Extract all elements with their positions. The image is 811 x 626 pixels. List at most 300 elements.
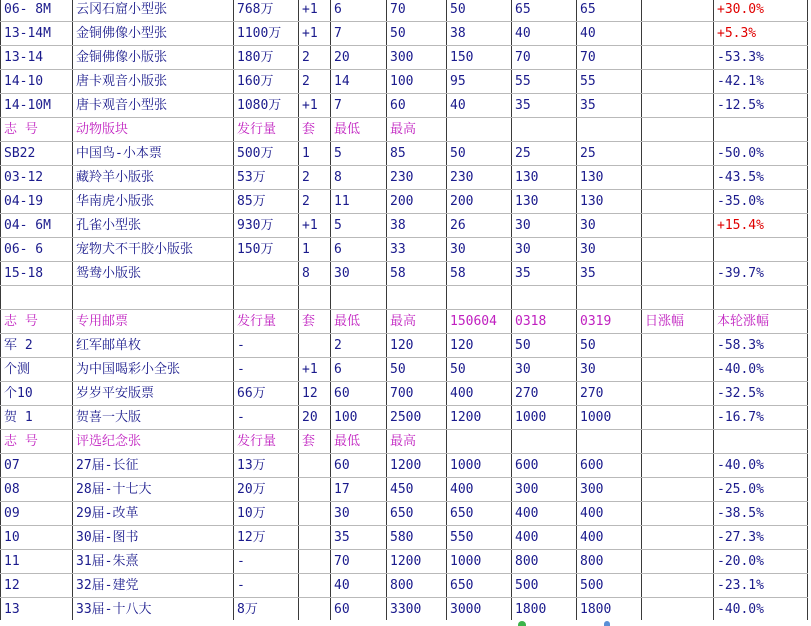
cell-price-b[interactable] (512, 286, 577, 310)
table-row (1, 598, 808, 622)
cell-price-c[interactable]: 270 (577, 382, 642, 406)
cell-price-c[interactable]: 400 (577, 526, 642, 550)
cell-code[interactable]: 14-10 (1, 70, 73, 94)
cell-high[interactable]: 230 (387, 166, 447, 190)
cell-round-change[interactable]: -40.0% (714, 454, 808, 478)
cell-price-b[interactable]: 600 (512, 454, 577, 478)
cell-name[interactable]: 岁岁平安版票 (73, 382, 234, 406)
header-cell-price-c[interactable]: 0319 (577, 310, 642, 334)
cell-price-a[interactable]: 1200 (447, 406, 512, 430)
cell-code[interactable]: 09 (1, 502, 73, 526)
cell-round-change[interactable]: -20.0% (714, 550, 808, 574)
cell-issue-qty[interactable] (234, 262, 299, 286)
cell-round-change[interactable]: -40.0% (714, 358, 808, 382)
cell-code[interactable]: 13 (1, 598, 73, 622)
cell-high[interactable]: 200 (387, 190, 447, 214)
cell-high[interactable]: 58 (387, 262, 447, 286)
cell-daily-change[interactable] (642, 22, 714, 46)
cell-issue-qty[interactable]: 768万 (234, 0, 299, 22)
cell-set[interactable]: 8 (299, 262, 331, 286)
cell-high[interactable]: 70 (387, 0, 447, 22)
cell-name[interactable]: 金铜佛像小版张 (73, 46, 234, 70)
cell-round-change[interactable]: -40.0% (714, 598, 808, 622)
cell-price-a[interactable]: 120 (447, 334, 512, 358)
cell-issue-qty[interactable]: 12万 (234, 526, 299, 550)
header-cell-price-b[interactable] (512, 118, 577, 142)
header-cell-set[interactable]: 套 (299, 310, 331, 334)
header-cell-code[interactable]: 志 号 (1, 310, 73, 334)
cell-daily-change[interactable] (642, 166, 714, 190)
cell-round-change[interactable]: -50.0% (714, 142, 808, 166)
cell-low[interactable]: 7 (331, 94, 387, 118)
cell-name[interactable]: 29届-改革 (73, 502, 234, 526)
cell-daily-change[interactable] (642, 478, 714, 502)
cell-name[interactable]: 云冈石窟小型张 (73, 0, 234, 22)
header-cell-high[interactable]: 最高 (387, 118, 447, 142)
header-cell-issue-qty[interactable]: 发行量 (234, 118, 299, 142)
cell-issue-qty[interactable]: - (234, 550, 299, 574)
cell-high[interactable] (387, 286, 447, 310)
cell-low[interactable]: 5 (331, 142, 387, 166)
cell-round-change[interactable]: -35.0% (714, 190, 808, 214)
cell-set[interactable]: +1 (299, 22, 331, 46)
cell-set[interactable] (299, 574, 331, 598)
table-row (1, 22, 808, 46)
cell-round-change[interactable]: -39.7% (714, 262, 808, 286)
cell-name[interactable]: 金铜佛像小型张 (73, 22, 234, 46)
cell-high[interactable]: 60 (387, 94, 447, 118)
cell-high[interactable]: 38 (387, 214, 447, 238)
table-row (1, 478, 808, 502)
table-row (1, 214, 808, 238)
cell-set[interactable] (299, 550, 331, 574)
cell-daily-change[interactable] (642, 46, 714, 70)
cell-high[interactable]: 450 (387, 478, 447, 502)
cell-issue-qty[interactable]: 1100万 (234, 22, 299, 46)
cell-code[interactable]: 13-14M (1, 22, 73, 46)
cell-high[interactable]: 580 (387, 526, 447, 550)
cell-price-b[interactable]: 130 (512, 190, 577, 214)
cell-set[interactable] (299, 478, 331, 502)
cell-issue-qty[interactable]: 85万 (234, 190, 299, 214)
cell-daily-change[interactable] (642, 334, 714, 358)
cell-issue-qty[interactable]: 20万 (234, 478, 299, 502)
cell-code[interactable]: SB22 (1, 142, 73, 166)
cell-code[interactable]: 04-19 (1, 190, 73, 214)
cell-price-a[interactable]: 58 (447, 262, 512, 286)
cell-round-change[interactable]: -58.3% (714, 334, 808, 358)
cell-low[interactable]: 7 (331, 22, 387, 46)
cell-price-c[interactable]: 40 (577, 22, 642, 46)
cell-price-b[interactable]: 300 (512, 478, 577, 502)
cell-issue-qty[interactable]: 160万 (234, 70, 299, 94)
cell-high[interactable]: 1200 (387, 550, 447, 574)
header-cell-round-change[interactable]: 本轮涨幅 (714, 310, 808, 334)
cell-price-a[interactable]: 95 (447, 70, 512, 94)
header-cell-price-c[interactable] (577, 118, 642, 142)
cell-price-b[interactable]: 30 (512, 238, 577, 262)
header-cell-price-a[interactable]: 150604 (447, 310, 512, 334)
table-row (1, 142, 808, 166)
cell-daily-change[interactable] (642, 526, 714, 550)
cell-set[interactable]: 20 (299, 406, 331, 430)
cell-high[interactable]: 120 (387, 334, 447, 358)
cell-low[interactable]: 6 (331, 358, 387, 382)
cell-price-c[interactable]: 1800 (577, 598, 642, 622)
cell-price-c[interactable]: 800 (577, 550, 642, 574)
cell-round-change[interactable]: -42.1% (714, 70, 808, 94)
cell-round-change[interactable]: -27.3% (714, 526, 808, 550)
cell-high[interactable]: 100 (387, 70, 447, 94)
cell-price-c[interactable]: 30 (577, 358, 642, 382)
cell-name[interactable]: 30届-图书 (73, 526, 234, 550)
table-row (1, 454, 808, 478)
cell-price-a[interactable]: 3000 (447, 598, 512, 622)
cell-set[interactable]: 12 (299, 382, 331, 406)
cell-high[interactable]: 650 (387, 502, 447, 526)
cell-daily-change[interactable] (642, 262, 714, 286)
header-cell-price-a[interactable] (447, 430, 512, 454)
cell-issue-qty[interactable]: 13万 (234, 454, 299, 478)
header-cell-round-change[interactable] (714, 118, 808, 142)
cell-price-a[interactable]: 1000 (447, 550, 512, 574)
cell-daily-change[interactable] (642, 0, 714, 22)
cell-daily-change[interactable] (642, 550, 714, 574)
cell-price-a[interactable]: 650 (447, 502, 512, 526)
cell-price-c[interactable]: 35 (577, 94, 642, 118)
cell-high[interactable]: 3300 (387, 598, 447, 622)
cell-daily-change[interactable] (642, 286, 714, 310)
cell-round-change[interactable]: -32.5% (714, 382, 808, 406)
cell-low[interactable]: 70 (331, 550, 387, 574)
cell-issue-qty[interactable]: 150万 (234, 238, 299, 262)
cell-low[interactable]: 30 (331, 262, 387, 286)
cell-high[interactable]: 300 (387, 46, 447, 70)
cell-price-b[interactable]: 30 (512, 358, 577, 382)
cell-name[interactable]: 为中国喝彩小全张 (73, 358, 234, 382)
cell-set[interactable]: +1 (299, 358, 331, 382)
cell-name[interactable]: 28届-十七大 (73, 478, 234, 502)
cell-issue-qty[interactable]: - (234, 574, 299, 598)
header-cell-name[interactable]: 专用邮票 (73, 310, 234, 334)
cell-set[interactable]: +1 (299, 94, 331, 118)
cell-daily-change[interactable] (642, 238, 714, 262)
cell-code[interactable]: 12 (1, 574, 73, 598)
cell-high[interactable]: 2500 (387, 406, 447, 430)
cell-set[interactable]: +1 (299, 0, 331, 22)
cell-set[interactable] (299, 598, 331, 622)
cell-issue-qty[interactable]: - (234, 334, 299, 358)
table-row (1, 70, 808, 94)
cell-price-a[interactable] (447, 286, 512, 310)
header-cell-daily-change[interactable] (642, 430, 714, 454)
cell-daily-change[interactable] (642, 574, 714, 598)
cell-code[interactable]: 06- 8M (1, 0, 73, 22)
cell-round-change[interactable]: +15.4% (714, 214, 808, 238)
cell-low[interactable]: 100 (331, 406, 387, 430)
cell-name[interactable]: 唐卡观音小版张 (73, 70, 234, 94)
cell-price-b[interactable]: 25 (512, 142, 577, 166)
cell-low[interactable]: 60 (331, 454, 387, 478)
cell-price-c[interactable]: 500 (577, 574, 642, 598)
cell-name[interactable]: 唐卡观音小型张 (73, 94, 234, 118)
header-cell-price-b[interactable] (512, 430, 577, 454)
cell-issue-qty[interactable]: 930万 (234, 214, 299, 238)
cell-issue-qty[interactable]: 500万 (234, 142, 299, 166)
cell-price-a[interactable]: 50 (447, 358, 512, 382)
cell-low[interactable]: 40 (331, 574, 387, 598)
cell-issue-qty[interactable]: 53万 (234, 166, 299, 190)
cell-round-change[interactable] (714, 286, 808, 310)
cell-price-c[interactable]: 130 (577, 190, 642, 214)
cell-issue-qty[interactable]: 66万 (234, 382, 299, 406)
cell-daily-change[interactable] (642, 70, 714, 94)
cell-low[interactable]: 60 (331, 598, 387, 622)
cell-code[interactable]: 13-14 (1, 46, 73, 70)
cell-price-a[interactable]: 1000 (447, 454, 512, 478)
cell-low[interactable]: 30 (331, 502, 387, 526)
cell-round-change[interactable]: +30.0% (714, 0, 808, 22)
cell-set[interactable]: 2 (299, 46, 331, 70)
cell-round-change[interactable]: +5.3% (714, 22, 808, 46)
cell-price-a[interactable]: 50 (447, 142, 512, 166)
cell-daily-change[interactable] (642, 214, 714, 238)
cell-high[interactable]: 33 (387, 238, 447, 262)
header-cell-high[interactable]: 最高 (387, 310, 447, 334)
cell-price-a[interactable]: 400 (447, 478, 512, 502)
cell-set[interactable]: 1 (299, 142, 331, 166)
cell-low[interactable]: 6 (331, 0, 387, 22)
cell-price-b[interactable]: 400 (512, 502, 577, 526)
table-row (1, 358, 808, 382)
cell-code[interactable]: 军 2 (1, 334, 73, 358)
cell-issue-qty[interactable]: 8万 (234, 598, 299, 622)
header-cell-price-a[interactable] (447, 118, 512, 142)
cell-daily-change[interactable] (642, 94, 714, 118)
cell-price-c[interactable]: 25 (577, 142, 642, 166)
header-cell-daily-change[interactable] (642, 118, 714, 142)
cell-round-change[interactable]: -25.0% (714, 478, 808, 502)
cell-price-b[interactable]: 55 (512, 70, 577, 94)
cell-price-a[interactable]: 200 (447, 190, 512, 214)
cell-daily-change[interactable] (642, 382, 714, 406)
cell-high[interactable]: 50 (387, 358, 447, 382)
cell-code[interactable]: 个10 (1, 382, 73, 406)
cell-high[interactable]: 85 (387, 142, 447, 166)
cell-low[interactable]: 20 (331, 46, 387, 70)
cell-name[interactable]: 红军邮单枚 (73, 334, 234, 358)
cell-price-c[interactable]: 130 (577, 166, 642, 190)
cell-price-a[interactable]: 400 (447, 382, 512, 406)
cell-low[interactable]: 8 (331, 166, 387, 190)
cell-issue-qty[interactable]: 1080万 (234, 94, 299, 118)
cell-name[interactable]: 32届-建党 (73, 574, 234, 598)
table-row (1, 46, 808, 70)
header-cell-set[interactable]: 套 (299, 118, 331, 142)
cell-price-c[interactable] (577, 286, 642, 310)
cell-price-b[interactable]: 35 (512, 262, 577, 286)
table-row (1, 406, 808, 430)
cell-daily-change[interactable] (642, 598, 714, 622)
cell-price-a[interactable]: 150 (447, 46, 512, 70)
cell-daily-change[interactable] (642, 142, 714, 166)
header-cell-low[interactable]: 最低 (331, 310, 387, 334)
cell-code[interactable]: 10 (1, 526, 73, 550)
cell-set[interactable]: 2 (299, 70, 331, 94)
section-header-row (1, 310, 808, 334)
cell-price-a[interactable]: 26 (447, 214, 512, 238)
header-cell-name[interactable]: 动物版块 (73, 118, 234, 142)
cell-set[interactable] (299, 526, 331, 550)
header-cell-round-change[interactable] (714, 430, 808, 454)
cell-low[interactable]: 11 (331, 190, 387, 214)
cell-name[interactable]: 中国鸟-小本票 (73, 142, 234, 166)
cell-daily-change[interactable] (642, 502, 714, 526)
header-cell-price-c[interactable] (577, 430, 642, 454)
cell-code[interactable]: 03-12 (1, 166, 73, 190)
cell-price-c[interactable]: 50 (577, 334, 642, 358)
cell-price-b[interactable]: 30 (512, 214, 577, 238)
header-cell-set[interactable]: 套 (299, 430, 331, 454)
cell-name[interactable]: 31届-朱熹 (73, 550, 234, 574)
cell-price-c[interactable]: 55 (577, 70, 642, 94)
cell-daily-change[interactable] (642, 190, 714, 214)
cell-price-c[interactable]: 400 (577, 502, 642, 526)
cell-round-change[interactable]: -38.5% (714, 502, 808, 526)
cell-set[interactable]: 1 (299, 238, 331, 262)
cell-round-change[interactable]: -12.5% (714, 94, 808, 118)
header-cell-low[interactable]: 最低 (331, 118, 387, 142)
table-row (1, 190, 808, 214)
header-cell-code[interactable]: 志 号 (1, 430, 73, 454)
cell-issue-qty[interactable] (234, 286, 299, 310)
cell-name[interactable]: 宠物犬不干胶小版张 (73, 238, 234, 262)
cell-code[interactable]: 14-10M (1, 94, 73, 118)
header-cell-name[interactable]: 评选纪念张 (73, 430, 234, 454)
cell-round-change[interactable]: -43.5% (714, 166, 808, 190)
cell-price-a[interactable]: 650 (447, 574, 512, 598)
cell-low[interactable]: 2 (331, 334, 387, 358)
cell-price-b[interactable]: 270 (512, 382, 577, 406)
cell-round-change[interactable]: -23.1% (714, 574, 808, 598)
cell-price-a[interactable]: 38 (447, 22, 512, 46)
cell-price-b[interactable]: 500 (512, 574, 577, 598)
cell-price-b[interactable]: 40 (512, 22, 577, 46)
cell-name[interactable]: 贺喜一大版 (73, 406, 234, 430)
cell-code[interactable]: 08 (1, 478, 73, 502)
cell-price-b[interactable]: 800 (512, 550, 577, 574)
cell-name[interactable]: 孔雀小型张 (73, 214, 234, 238)
cell-daily-change[interactable] (642, 358, 714, 382)
cell-high[interactable]: 800 (387, 574, 447, 598)
cell-name[interactable]: 33届-十八大 (73, 598, 234, 622)
cell-price-b[interactable]: 1800 (512, 598, 577, 622)
cell-code[interactable]: 07 (1, 454, 73, 478)
cell-round-change[interactable]: -53.3% (714, 46, 808, 70)
cell-price-b[interactable]: 130 (512, 166, 577, 190)
cell-name[interactable] (73, 286, 234, 310)
cell-issue-qty[interactable]: 180万 (234, 46, 299, 70)
cell-code[interactable]: 贺 1 (1, 406, 73, 430)
cell-set[interactable] (299, 334, 331, 358)
cell-name[interactable]: 27届-长征 (73, 454, 234, 478)
table-row (1, 94, 808, 118)
cell-price-c[interactable]: 30 (577, 214, 642, 238)
header-cell-high[interactable]: 最高 (387, 430, 447, 454)
cell-price-c[interactable]: 65 (577, 0, 642, 22)
cell-price-b[interactable]: 50 (512, 334, 577, 358)
cell-price-a[interactable]: 50 (447, 0, 512, 22)
cell-set[interactable] (299, 502, 331, 526)
cell-low[interactable]: 14 (331, 70, 387, 94)
cell-low[interactable]: 35 (331, 526, 387, 550)
cell-issue-qty[interactable]: - (234, 358, 299, 382)
cell-low[interactable] (331, 286, 387, 310)
cell-name[interactable]: 鸳鸯小版张 (73, 262, 234, 286)
cell-price-c[interactable]: 30 (577, 238, 642, 262)
cell-price-a[interactable]: 550 (447, 526, 512, 550)
cell-name[interactable]: 华南虎小版张 (73, 190, 234, 214)
cell-set[interactable]: 2 (299, 190, 331, 214)
cell-high[interactable]: 1200 (387, 454, 447, 478)
cell-price-c[interactable]: 35 (577, 262, 642, 286)
header-cell-code[interactable]: 志 号 (1, 118, 73, 142)
cell-set[interactable] (299, 286, 331, 310)
cell-price-b[interactable]: 35 (512, 94, 577, 118)
header-cell-issue-qty[interactable]: 发行量 (234, 310, 299, 334)
cell-price-c[interactable]: 70 (577, 46, 642, 70)
header-cell-low[interactable]: 最低 (331, 430, 387, 454)
cell-low[interactable]: 5 (331, 214, 387, 238)
cell-high[interactable]: 700 (387, 382, 447, 406)
cell-code[interactable]: 04- 6M (1, 214, 73, 238)
cell-daily-change[interactable] (642, 454, 714, 478)
cell-low[interactable]: 17 (331, 478, 387, 502)
cell-round-change[interactable]: -16.7% (714, 406, 808, 430)
cell-price-a[interactable]: 30 (447, 238, 512, 262)
cell-high[interactable]: 50 (387, 22, 447, 46)
table-row (1, 262, 808, 286)
cell-price-b[interactable]: 70 (512, 46, 577, 70)
cell-price-c[interactable]: 300 (577, 478, 642, 502)
cell-code[interactable]: 06- 6 (1, 238, 73, 262)
cell-price-b[interactable]: 1000 (512, 406, 577, 430)
cell-price-c[interactable]: 600 (577, 454, 642, 478)
header-cell-issue-qty[interactable]: 发行量 (234, 430, 299, 454)
cell-price-a[interactable]: 40 (447, 94, 512, 118)
cell-price-b[interactable]: 400 (512, 526, 577, 550)
cell-price-b[interactable]: 65 (512, 0, 577, 22)
cell-price-c[interactable]: 1000 (577, 406, 642, 430)
cell-low[interactable]: 6 (331, 238, 387, 262)
cell-issue-qty[interactable]: - (234, 406, 299, 430)
cell-round-change[interactable] (714, 238, 808, 262)
cell-name[interactable]: 藏羚羊小版张 (73, 166, 234, 190)
cell-issue-qty[interactable]: 10万 (234, 502, 299, 526)
cell-set[interactable]: +1 (299, 214, 331, 238)
cell-code[interactable] (1, 286, 73, 310)
header-cell-daily-change[interactable]: 日涨幅 (642, 310, 714, 334)
cell-code[interactable]: 个测 (1, 358, 73, 382)
cell-daily-change[interactable] (642, 406, 714, 430)
cell-set[interactable]: 2 (299, 166, 331, 190)
cell-price-a[interactable]: 230 (447, 166, 512, 190)
cell-code[interactable]: 15-18 (1, 262, 73, 286)
header-cell-price-b[interactable]: 0318 (512, 310, 577, 334)
cell-code[interactable]: 11 (1, 550, 73, 574)
cell-low[interactable]: 60 (331, 382, 387, 406)
cell-set[interactable] (299, 454, 331, 478)
